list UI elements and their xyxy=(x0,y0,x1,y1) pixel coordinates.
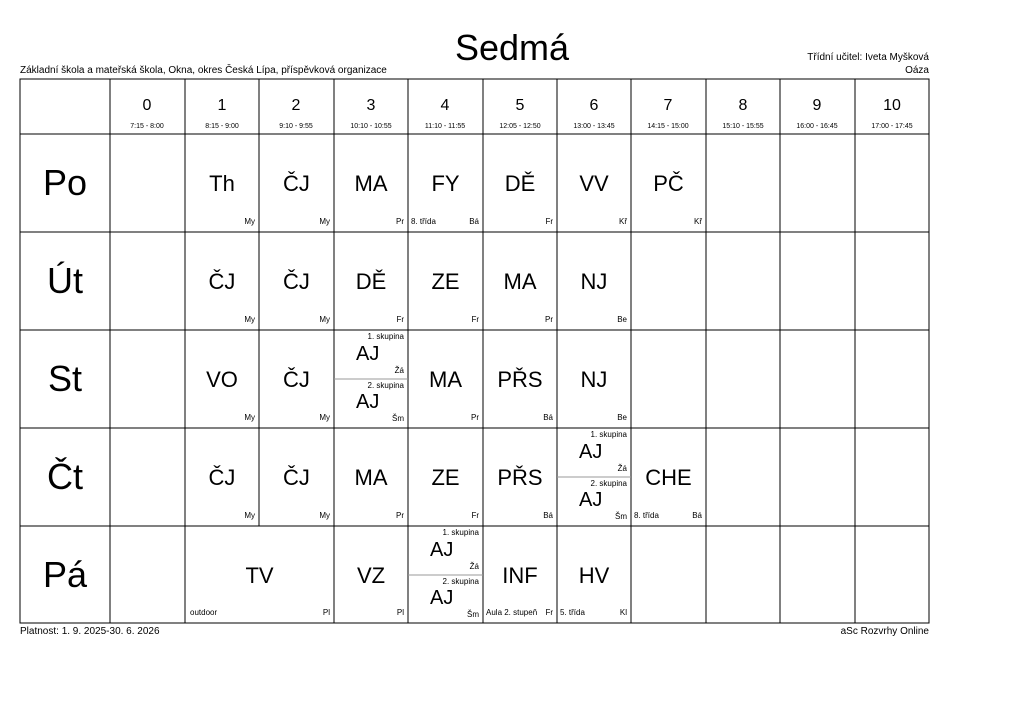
lesson-group: 1. skupina xyxy=(590,430,627,439)
lesson-teacher: Šm xyxy=(467,610,479,619)
lesson-subject: Th xyxy=(209,171,235,196)
period-time: 10:10 - 10:55 xyxy=(350,123,392,130)
lesson-teacher: Fr xyxy=(545,608,553,617)
period-number: 5 xyxy=(515,97,525,114)
period-time: 11:10 - 11:55 xyxy=(424,123,466,130)
lesson-teacher: Kř xyxy=(694,217,702,226)
lesson-teacher: My xyxy=(319,217,330,226)
lesson-teacher: Pr xyxy=(396,217,404,226)
lesson-teacher: Bá xyxy=(543,511,553,520)
lesson-teacher: Pr xyxy=(396,511,404,520)
lesson-teacher: Kl xyxy=(619,608,627,617)
lesson-room: Aula 2. stupeň xyxy=(486,608,538,617)
lesson-subject: ZE xyxy=(431,269,460,294)
brand-label: aSc Rozvrhy Online xyxy=(840,626,929,637)
lesson-subject: ČJ xyxy=(283,269,310,294)
lesson-subject: AJ xyxy=(356,391,380,413)
day-label-po: Po xyxy=(42,162,88,203)
period-number: 7 xyxy=(663,97,673,114)
lesson-teacher: Be xyxy=(617,413,627,422)
lesson-group: 2. skupina xyxy=(442,577,479,586)
day-label-ut: Út xyxy=(47,260,83,301)
period-number: 1 xyxy=(217,97,227,114)
lesson-group: 2. skupina xyxy=(367,381,404,390)
page-title: Sedmá xyxy=(454,27,570,68)
lesson-subject: VO xyxy=(206,367,238,392)
period-number: 0 xyxy=(142,97,152,114)
class-teacher: Třídní učitel: Iveta Myšková xyxy=(807,52,929,63)
period-time: 7:15 - 8:00 xyxy=(130,123,164,130)
lesson-subject: ČJ xyxy=(208,269,236,294)
lesson-subject: ČJ xyxy=(283,171,310,196)
lesson-subject: TV xyxy=(245,563,274,588)
day-label-pa: Pá xyxy=(42,554,88,595)
lesson-teacher: Pr xyxy=(545,315,553,324)
lesson-teacher: Bá xyxy=(469,217,479,226)
lesson-subject: HV xyxy=(578,563,610,588)
lesson-group: 1. skupina xyxy=(442,528,479,537)
lesson-subject: DĚ xyxy=(504,171,536,196)
lesson-teacher: Fr xyxy=(396,315,404,324)
lesson-teacher: Fr xyxy=(545,217,553,226)
lesson-teacher: My xyxy=(319,413,330,422)
lesson-subject: FY xyxy=(431,171,460,196)
period-number: 10 xyxy=(883,97,901,114)
lesson-subject: VV xyxy=(579,171,609,196)
lesson-room: 5. třída xyxy=(560,608,585,617)
school-name: Základní škola a mateřská škola, Okna, okres Česká Lípa, příspěvková organizace xyxy=(20,65,387,76)
lesson-teacher: My xyxy=(244,217,255,226)
lesson-subject: CHE xyxy=(645,465,692,490)
day-label-ct: Čt xyxy=(47,456,83,497)
lesson-room: 8. třída xyxy=(634,511,659,520)
period-time: 17:00 - 17:45 xyxy=(871,123,913,130)
lesson-subject: VZ xyxy=(356,563,386,588)
lesson-teacher: Kř xyxy=(619,217,627,226)
lesson-teacher: Fr xyxy=(471,315,479,324)
period-number: 4 xyxy=(440,97,450,114)
lesson-subject: NJ xyxy=(580,269,608,294)
period-time: 12:05 - 12:50 xyxy=(499,123,541,130)
lesson-subject: MA xyxy=(503,269,537,294)
period-time: 15:10 - 15:55 xyxy=(722,123,764,130)
lesson-teacher: Be xyxy=(617,315,627,324)
lesson-subject: MA xyxy=(354,171,388,196)
lesson-teacher: My xyxy=(319,511,330,520)
lesson-subject: DĚ xyxy=(355,269,387,294)
classroom-name: Oáza xyxy=(905,65,929,76)
period-time: 14:15 - 15:00 xyxy=(647,123,689,130)
period-time: 13:00 - 13:45 xyxy=(573,123,615,130)
lesson-group: 2. skupina xyxy=(590,479,627,488)
lesson-teacher: My xyxy=(244,315,255,324)
lesson-subject: NJ xyxy=(580,367,608,392)
period-number: 8 xyxy=(738,97,748,114)
lesson-teacher: Bá xyxy=(692,511,702,520)
lesson-subject: PŘS xyxy=(497,465,543,490)
day-label-st: St xyxy=(47,358,82,399)
period-time: 16:00 - 16:45 xyxy=(796,123,838,130)
lesson-subject: AJ xyxy=(579,441,603,463)
lesson-subject: AJ xyxy=(579,489,603,511)
lesson-subject: AJ xyxy=(356,343,380,365)
lesson-teacher: Šm xyxy=(392,414,404,423)
lesson-teacher: Fr xyxy=(471,511,479,520)
lesson-teacher: Pl xyxy=(322,608,330,617)
lesson-teacher: Pr xyxy=(471,413,479,422)
lesson-teacher: Šm xyxy=(615,512,627,521)
lesson-room: 8. třída xyxy=(411,217,436,226)
lesson-room: outdoor xyxy=(190,608,218,617)
lesson-subject: MA xyxy=(429,367,462,392)
lesson-subject: MA xyxy=(354,465,388,490)
period-number: 3 xyxy=(366,97,376,114)
lesson-teacher: Žá xyxy=(394,366,404,375)
period-number: 2 xyxy=(291,97,301,114)
lesson-subject: ČJ xyxy=(283,465,310,490)
lesson-subject: PČ xyxy=(653,171,684,196)
lesson-subject: PŘS xyxy=(497,367,543,392)
lesson-subject: ČJ xyxy=(208,465,236,490)
lesson-teacher: Bá xyxy=(543,413,553,422)
lesson-teacher: My xyxy=(244,413,255,422)
lesson-teacher: Pl xyxy=(396,608,404,617)
period-time: 9:10 - 9:55 xyxy=(279,123,313,130)
lesson-teacher: Žá xyxy=(469,562,479,571)
period-time: 8:15 - 9:00 xyxy=(205,123,239,130)
period-number: 9 xyxy=(812,97,822,114)
lesson-subject: INF xyxy=(502,563,538,588)
lesson-teacher: Žá xyxy=(617,464,627,473)
lesson-group: 1. skupina xyxy=(367,332,404,341)
lesson-teacher: My xyxy=(319,315,330,324)
lesson-subject: ČJ xyxy=(283,367,310,392)
lesson-subject: AJ xyxy=(430,587,454,609)
lesson-subject: AJ xyxy=(430,539,454,561)
lesson-subject: ZE xyxy=(431,465,460,490)
period-number: 6 xyxy=(589,97,599,114)
validity-period: Platnost: 1. 9. 2025-30. 6. 2026 xyxy=(20,626,160,637)
lesson-teacher: My xyxy=(244,511,255,520)
